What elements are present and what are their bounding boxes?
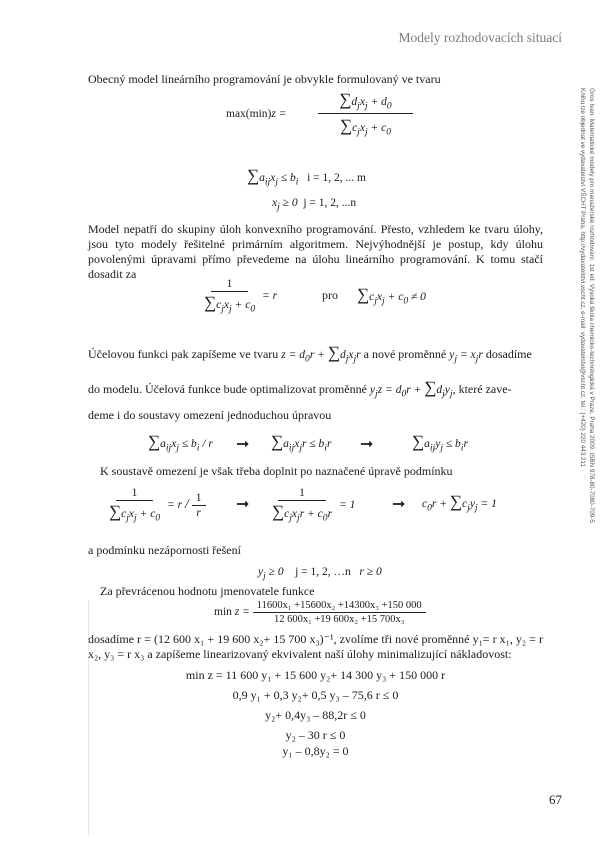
constraint-step-3: $\sum a_{ij}y_j \le b_ir$ [412,432,468,454]
paragraph-6: a podmínku nezápornosti řešení [88,543,241,557]
copyright-margin-note [568,88,596,578]
constraint-step-2: $\sum a_{ij}x_jr \le b_ir$ [271,432,332,454]
normalization-step-2: $\frac{1}{\sum c_jx_jr + c_0r}$ = 1 [272,487,356,524]
constraint-formula: $\sum a_{ij}x_j \le b_i$ i = 1, 2, ... m [247,166,366,188]
paragraph-2: Účelovou funkci pak zapíšeme ve tvaru $z = d_0r + \sum d_jx_jr$ a nové proměnné $y_j = x_jr$ dosadíme [88,343,532,365]
paragraph-3: do modelu. Účelová funkce bude optimalizovat proměnné $y_jz = d_0r + \sum d_jy_j$, které zave- [88,378,512,400]
arrow-icon: ➞ [360,436,374,453]
example-fraction-numerator: 11600x₁ +15600x₂ +14300x₃ +150 000 [253,600,426,613]
margin-note-line-1: Gros Ivan: Matematické modely pro manažerské rozhodování. 1st ed. Vysoká škola chemicko-technologická v Praze, Praha 2009. ISBN 978-80-7080-709-5 [588,88,595,523]
constraint-step-1: $\sum a_{ij}x_j \le b_i / r$ [148,432,213,454]
paragraph-8: dosadíme r = (12 600 x₁ + 19 600 x₂+ 15 700 x₃)⁻¹, zvolíme tři nové proměnné y₁= r x₁, y₂ = r x₂, y₃ = r x₃ a zapíšeme linearizovaný ekvivalent naší úlohy minimalizující nákladovost: [88,632,543,661]
example-fraction-denominator: 12 600x₁ +19 600x₂ +15 700x₃ [273,614,405,625]
linear-model-eq-4: y₂ – 30 r ≤ 0 [285,728,346,742]
paragraph-7: Za převrácenou hodnotu jmenovatele funkce [100,584,315,598]
linear-model-eq-2: 0,9 y₁ + 0,3 y₂+ 0,5 y₃ – 75,6 r ≤ 0 [232,688,399,702]
paragraph-3-end: , které zave- [452,382,512,396]
nonnegativity-formula: $x_j \ge 0$ j = 1, 2, ...n [272,197,357,213]
substitution-formula: $\frac{1}{\sum c_jx_j + c_0}$ = r [204,278,278,315]
paragraph-2-mid: a nové proměnné [363,347,447,361]
pro-word: pro [322,288,338,302]
paragraph-1: Model nepatří do skupiny úloh konvexního programování. Přesto, vzhledem ke tvaru úlohy, jsou tyto modely řešitelné primárním algoritmem. Nejvýhodnější je postup, kdy úlohu povolenými úpravami přímo převedeme na úlohu lineárního programování. K tomu stačí dosadit za [88,222,543,281]
arrow-icon: ➞ [236,436,250,453]
running-header: Modely rozhodovacích situací [398,30,562,45]
objective-formula: max(min)z = [226,108,287,120]
nonnegativity-condition: $y_j \ge 0$ j = 1, 2, …n r ≥ 0 [258,566,382,582]
paragraph-2-end: dosadíme [485,347,532,361]
paragraph-4: deme i do soustavy omezení jednoduchou úpravou [88,408,332,422]
denominator-condition: $\sum c_jx_j + c_0 \ne 0$ [357,285,426,307]
margin-dotted-line [88,600,89,835]
paragraph-3-start: do modelu. Účelová funkce bude optimalizovat proměnné [88,382,367,396]
linear-model-eq-3: y₂+ 0,4y₃ – 88,2r ≤ 0 [265,708,366,722]
paragraph-2-start: Účelovou funkci pak zapíšeme ve tvaru [88,347,279,361]
normalization-step-1: $\frac{1}{\sum c_jx_j + c_0}$ = r / $\frac{1}{r}$ [105,487,206,523]
arrow-icon: ➞ [236,496,250,513]
linear-model-eq-5: y₁ – 0,8y₂ = 0 [282,744,349,758]
normalization-step-3: $c_0r + \sum c_jy_j = 1$ [422,492,497,514]
intro-text: Obecný model lineárního programování je obvykle formulovaný ve tvaru [88,72,441,86]
example-objective: min z = $\frac{\text{11600x₁ +15600x₂ +14300x₃ +150 000}}{\text{12 600x₁ +19 600x₂ +15 700x₃}}$ [214,600,426,625]
linear-model-eq-1: min z = 11 600 y₁ + 15 600 y₂+ 14 300 y₃ + 150 000 r [185,668,446,682]
paragraph-5: K soustavě omezení je však třeba doplnit po naznačené úpravě podmínku [100,464,453,478]
objective-fraction: $\sum d_jx_j + d_0$ $\sum c_jx_j + c_0$ [318,90,413,138]
page-number: 67 [549,792,562,807]
margin-note-line-2: Knihu lze objednat ve vydavatelství VŠCHT Praha, http://vydavatelstvi.vscht.cz, e-mail: vydavatelstvi@vscht.cz, tel.: (+420) 220 443 211 [579,88,586,468]
arrow-icon: ➞ [392,496,406,513]
